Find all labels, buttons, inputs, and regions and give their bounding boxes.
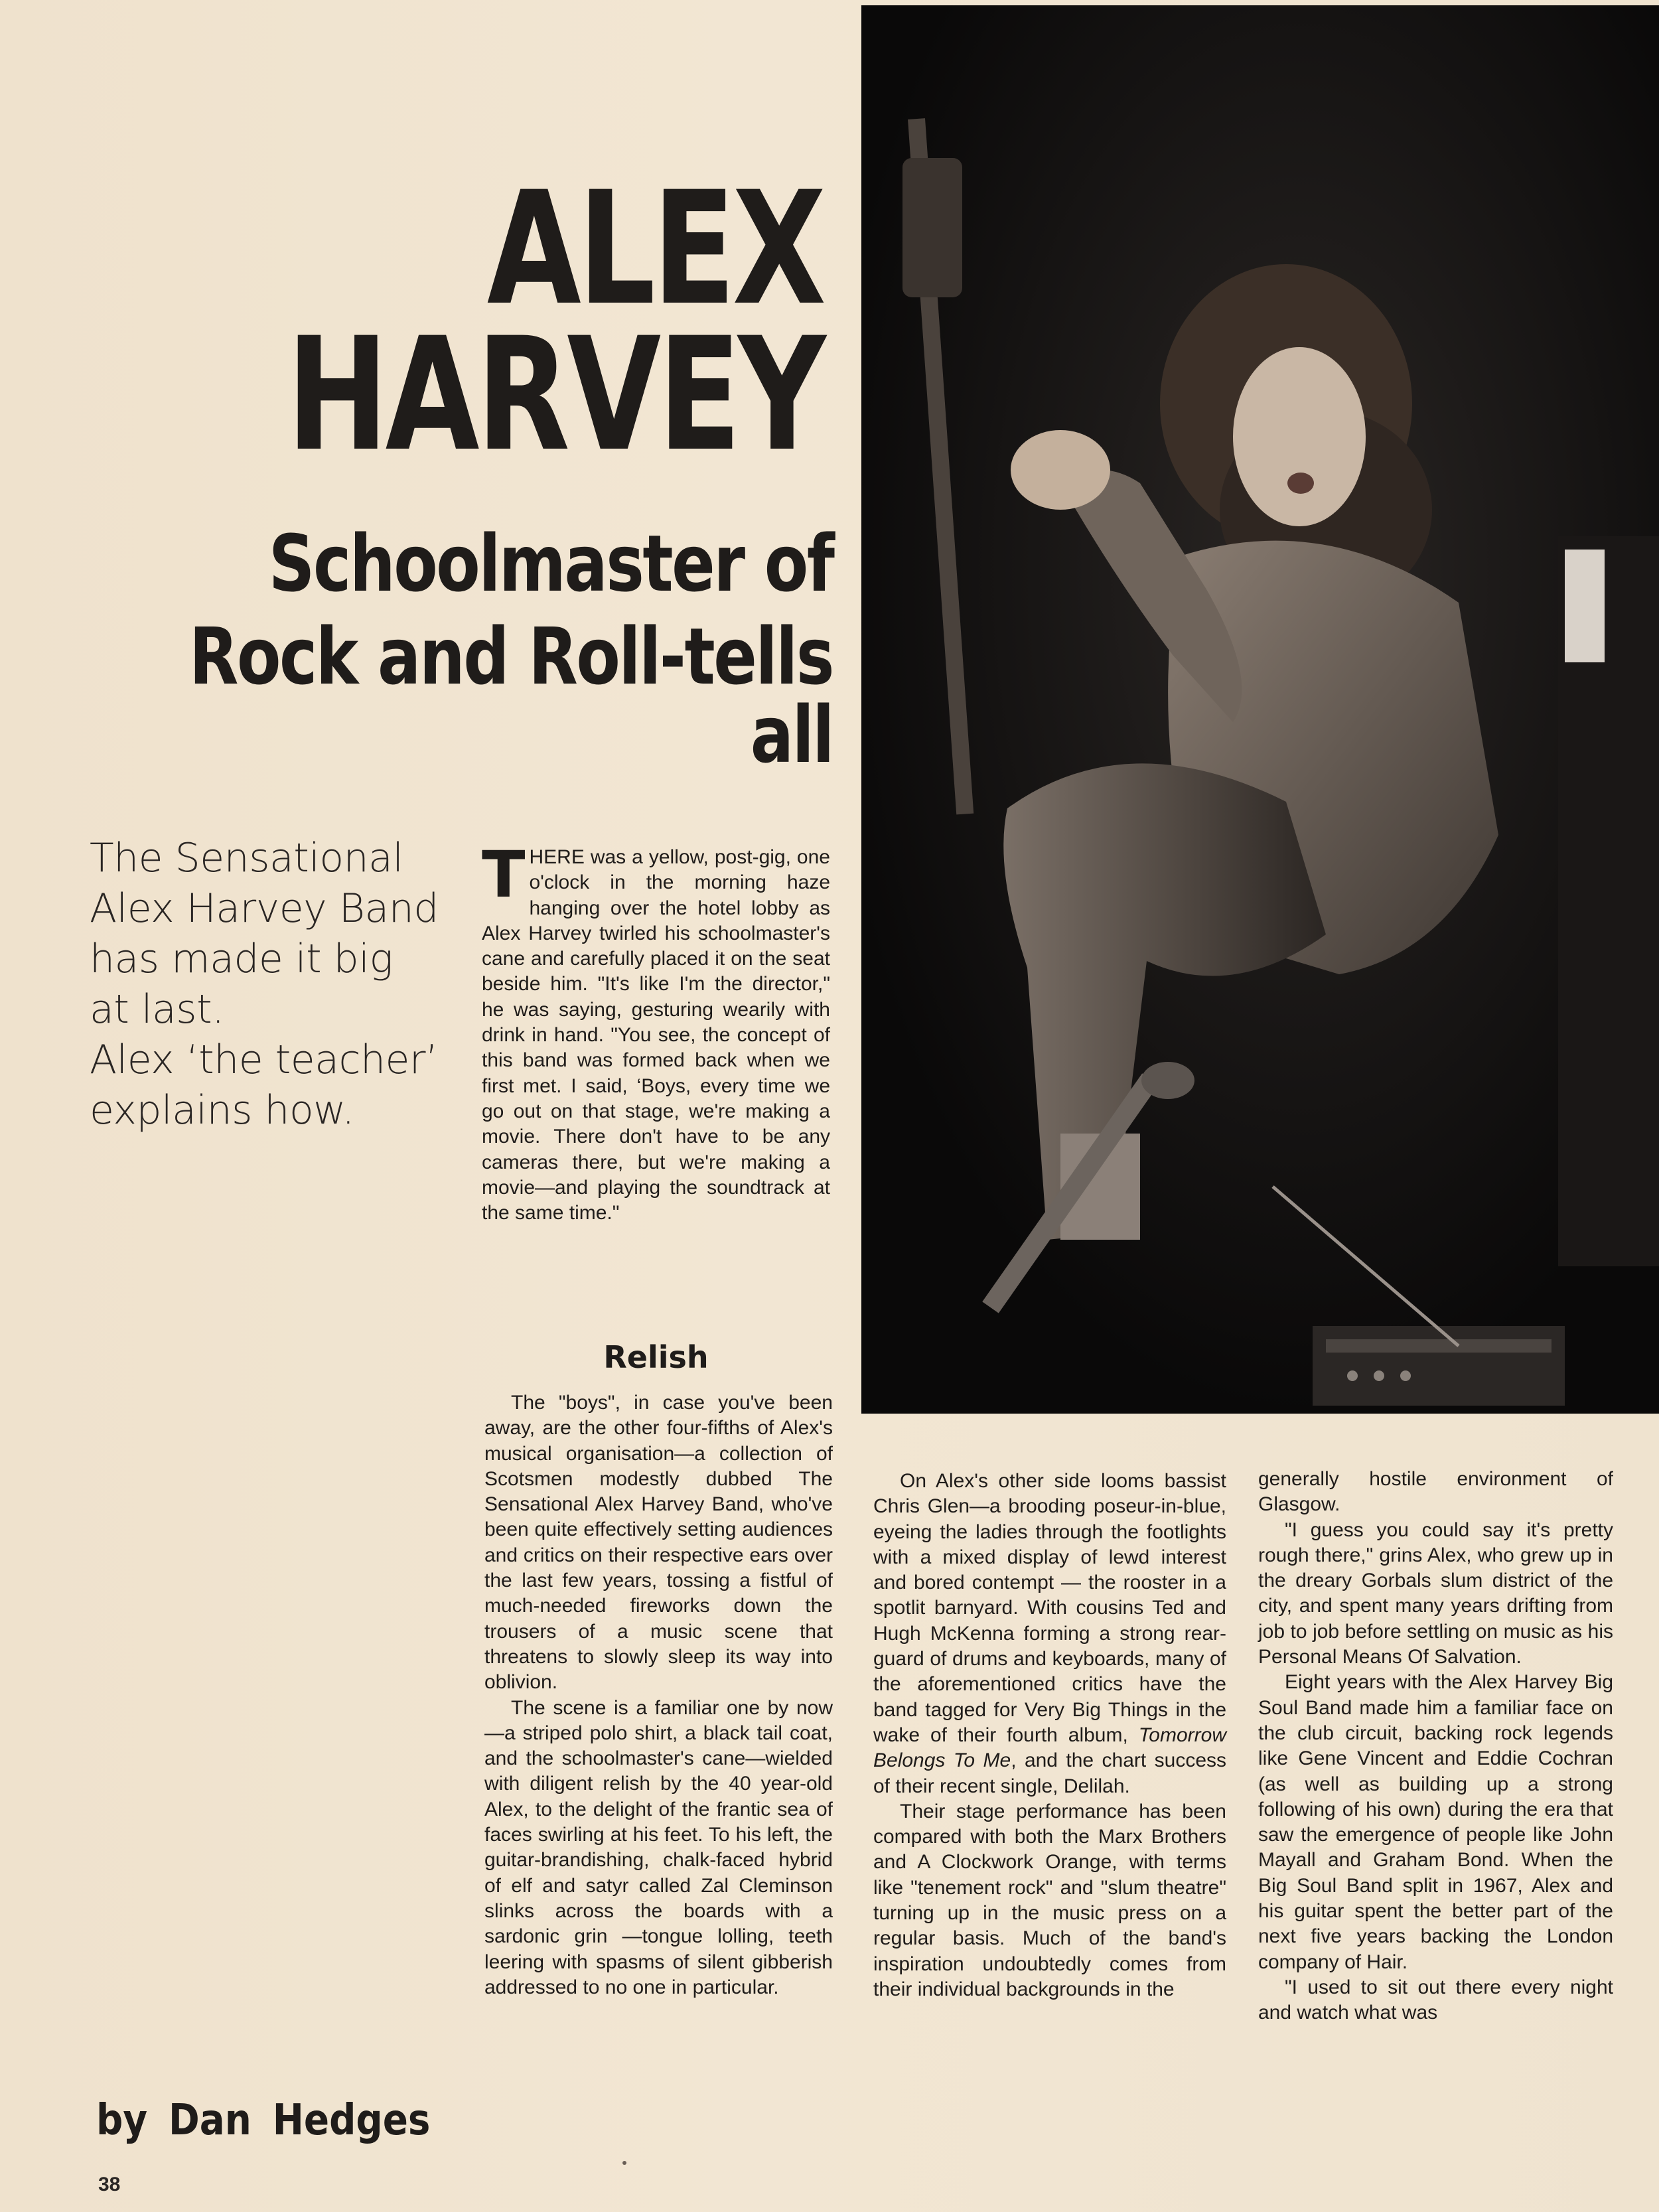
intro-paragraph (482, 838, 830, 1226)
standfirst-line: Alex Harvey Band (90, 885, 439, 932)
standfirst-line: Alex ‘the teacher’ (90, 1037, 438, 1083)
body-paragraph: "I used to sit out there every night and watch what was (1258, 1976, 1613, 2024)
byline: by Dan Hedges (96, 2096, 431, 2145)
subtitle-line-2: Rock and Roll-tells all (188, 611, 833, 780)
body-paragraph: "I guess you could say it's pretty rough there," grins Alex, who grew up in the dreary Gorbals slum district of the city, and spent many years drifting from job to job before settling on music as his Personal Means Of Salvation. (1258, 1518, 1613, 1668)
body-paragraph (873, 1469, 1226, 1799)
standfirst-line: The Sensational (90, 835, 403, 881)
alex-harvey-photo (861, 5, 1659, 1414)
column-3 (1258, 1467, 1613, 2026)
subtitle-line-1: Schoolmaster of (268, 518, 833, 609)
body-paragraph: The scene is a familiar one by now—a striped polo shirt, a black tail coat, and the schoolmaster's cane—wielded with diligent relish by the 40 year-old Alex, to the delight of the frantic sea of faces swirling at his feet. To his left, the guitar-brandishing, chalk-faced hybrid of elf and satyr called Zal Cleminson slinks across the boards with a sardonic grin —tongue lolling, teeth leering with spasms of silent gibberish addressed to no one in particular. (484, 1696, 833, 1998)
body-paragraph: Their stage performance has been compared with both the Marx Brothers and A Clockwork Orange, with terms like "tenement rock" and "slum theatre" turning up in the music press on a regular basis. Much of the band's inspiration undoubtedly comes from their individual backgrounds in the (873, 1800, 1226, 2000)
body-paragraph: Eight years with the Alex Harvey Big Soul Band made him a familiar face on the club circuit, backing rock legends like Gene Vincent and Eddie Cochran (as well as building up a strong following of his own) during the era that saw the emergence of people like John Mayall and Graham Bond. When the Big Soul Band split in 1967, Alex and his guitar spent the better part of the next five years backing the London company of Hair. (1258, 1671, 1613, 1973)
subhead-relish: Relish (603, 1339, 709, 1375)
body-paragraph: The "boys", in case you've been away, are the other four-fifths of Alex's musical organisation—a collection of Scotsmen modestly dubbed The Sensational Alex Harvey Band, who've been quite effectively setting audiences and critics on their respective ears over the last few years, tossing a fistful of much-needed fireworks down the trousers of a music scene that threatens to slowly sleep its way into oblivion. (484, 1392, 833, 1694)
photo-illustration (861, 5, 1659, 1414)
column-2 (873, 1469, 1226, 2002)
intro-text: HERE was a yellow, post-gig, one o'clock in the morning haze hanging over the hotel lobby as Alex Harvey twirled his schoolmaster's cane and carefully placed it on the seat beside him. "It's like I'm the director," he was saying, gesturing wearily with drink in hand. "You see, the concept of this band was formed back when we first met. I said, ‘Boys, every time we go out on that stage, we're making a movie. There don't have to be any cameras there, but we're making a movie—and playing the soundtrack at the same time." (482, 846, 830, 1224)
column-1-body (484, 1390, 833, 2000)
print-speck (622, 2161, 626, 2165)
title-line-2: HARVEY (286, 305, 823, 486)
drop-cap: T (482, 838, 526, 912)
body-text: On Alex's other side looms bassist Chris Glen—a brooding poseur-in-blue, eyeing the ladies through the footlights with a mixed display of lewd interest and bored contempt — the rooster in a spotlit barnyard. With cousins Ted and Hugh McKenna forming a strong rear-guard of drums and keyboards, many of the aforementioned critics have the band tagged for Very Big Things in the wake of their fourth album, (873, 1470, 1226, 1746)
standfirst-line: has made it big (90, 936, 393, 982)
album-title: Tomorrow Belongs To Me (873, 1724, 1226, 1772)
page-number: 38 (98, 2174, 121, 2195)
column-1-intro (482, 838, 830, 1226)
standfirst (90, 833, 461, 1136)
standfirst-line: explains how. (90, 1087, 354, 1134)
body-paragraph: generally hostile environment of Glasgow. (1258, 1468, 1613, 1516)
title-line-1: ALEX (486, 159, 823, 340)
standfirst-line: at last. (90, 986, 224, 1033)
body-text: , and the chart success of their recent single, Delilah. (873, 1749, 1227, 1797)
